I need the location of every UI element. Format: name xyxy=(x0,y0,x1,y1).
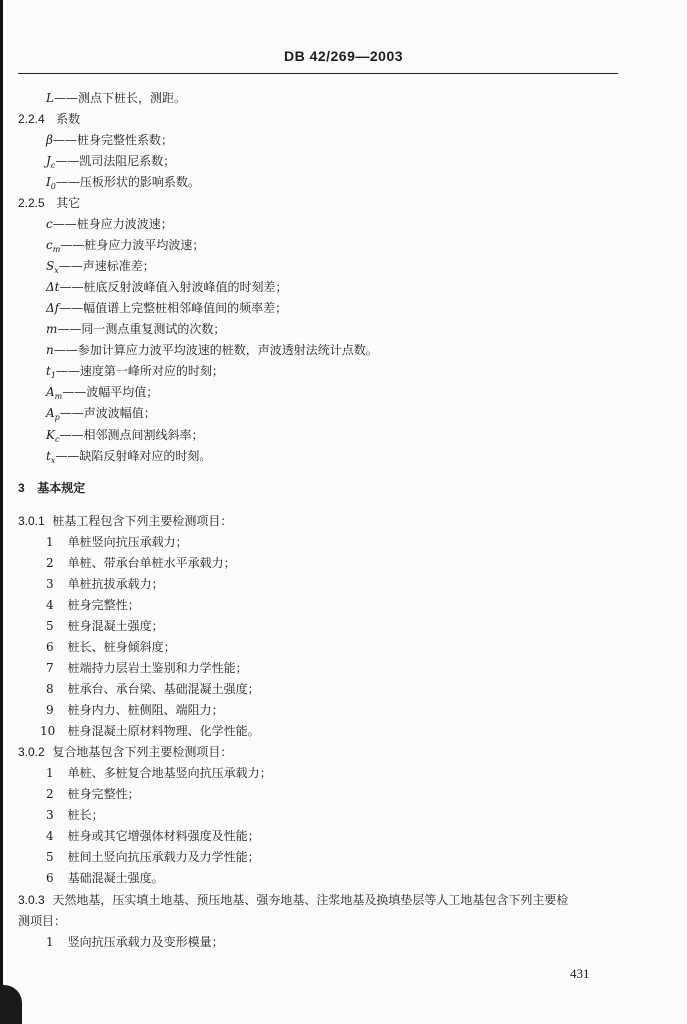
term-dash: —— xyxy=(62,385,87,399)
item-number: 1 xyxy=(46,535,54,549)
item-number: 3 xyxy=(46,577,54,591)
list-item xyxy=(46,765,272,781)
item-number: 5 xyxy=(46,850,54,864)
item-number: 10 xyxy=(40,724,56,738)
list-item xyxy=(46,660,248,676)
list-item xyxy=(46,639,176,655)
term-dash: —— xyxy=(55,175,80,189)
item-number: 6 xyxy=(46,640,54,654)
section-title: 其它 xyxy=(56,196,81,210)
clause-text-line-1: 天然地基，压实填土地基、预压地基、强夯地基、注浆地基及换填垫层等人工地基包含下列主要检 xyxy=(52,893,569,907)
term-subscript: x xyxy=(50,456,56,465)
term-subscript: x xyxy=(54,266,59,275)
term-dash: —— xyxy=(55,154,80,168)
clause-text-line-2: 测项目： xyxy=(18,914,67,928)
clause-number: 3.0.3 xyxy=(18,893,45,907)
term-symbol: c xyxy=(46,217,53,231)
term-subscript: p xyxy=(54,413,60,422)
list-item xyxy=(46,849,260,865)
term-symbol: m xyxy=(46,322,58,336)
clause-3-0-1 xyxy=(18,513,232,529)
term-Ap xyxy=(46,405,156,423)
term-Kc xyxy=(46,427,203,445)
item-number: 2 xyxy=(46,556,54,570)
item-text: 单桩竖向抗压承载力； xyxy=(67,535,188,549)
term-symbol: t xyxy=(46,364,51,378)
term-desc: 缺陷反射峰对应的时刻。 xyxy=(79,449,212,463)
item-number: 6 xyxy=(46,871,54,885)
term-symbol: Δt xyxy=(46,280,60,294)
term-symbol: c xyxy=(46,238,53,252)
item-text: 竖向抗压承载力及变形模量； xyxy=(67,935,224,949)
term-desc: 参加计算应力波平均波速的桩数，声波透射法统计点数。 xyxy=(77,343,378,357)
list-item xyxy=(46,828,260,844)
term-symbol: n xyxy=(46,343,54,357)
term-symbol: I xyxy=(46,175,51,189)
list-item xyxy=(46,702,224,718)
item-text: 桩身完整性； xyxy=(67,787,140,801)
term-Am xyxy=(46,384,158,402)
list-item xyxy=(46,576,164,592)
item-text: 桩端持力层岩土鉴别和力学性能； xyxy=(67,661,248,675)
term-dash: —— xyxy=(55,364,80,378)
item-number: 8 xyxy=(46,682,54,696)
item-number: 5 xyxy=(46,619,54,633)
list-item xyxy=(46,618,164,634)
term-dash: —— xyxy=(53,343,78,357)
term-symbol: A xyxy=(46,385,55,399)
term-L xyxy=(46,90,186,106)
item-number: 4 xyxy=(46,598,54,612)
clause-title: 桩基工程包含下列主要检测项目： xyxy=(52,514,233,528)
list-item xyxy=(46,870,164,886)
scan-edge-shadow xyxy=(0,0,3,1024)
item-text: 单桩抗拔承载力； xyxy=(67,577,164,591)
section-number: 2.2.5 xyxy=(18,196,45,210)
item-text: 桩承台、承台梁、基础混凝土强度； xyxy=(67,682,260,696)
item-number: 3 xyxy=(46,808,54,822)
list-item xyxy=(46,786,140,802)
clause-title: 复合地基包含下列主要检测项目： xyxy=(52,745,233,759)
list-item xyxy=(46,681,260,697)
term-symbol: S xyxy=(46,259,55,273)
term-Sx xyxy=(46,258,155,276)
chapter-title: 基本规定 xyxy=(37,481,86,495)
page-number: 431 xyxy=(570,966,590,981)
term-n xyxy=(46,342,378,358)
term-symbol: β xyxy=(46,133,53,147)
term-t1 xyxy=(46,363,224,381)
item-number: 4 xyxy=(46,829,54,843)
item-number: 1 xyxy=(46,766,54,780)
item-text: 基础混凝土强度。 xyxy=(67,871,164,885)
term-desc: 相邻测点间割线斜率； xyxy=(83,428,204,442)
term-dash: —— xyxy=(57,322,82,336)
term-symbol: A xyxy=(46,406,55,420)
section-2-2-4-heading xyxy=(18,111,80,127)
term-symbol: K xyxy=(46,428,55,442)
item-number: 2 xyxy=(46,787,54,801)
section-title: 系数 xyxy=(56,112,81,126)
term-desc: 桩身应力波平均波速； xyxy=(84,238,205,252)
term-delta-t xyxy=(46,279,288,295)
item-text: 单桩、多桩复合地基竖向抗压承载力； xyxy=(67,766,272,780)
item-number: 7 xyxy=(46,661,54,675)
term-symbol: Δf xyxy=(46,301,60,315)
term-desc: 凯司法阻尼系数； xyxy=(79,154,176,168)
term-desc: 速度第一峰所对应的时刻； xyxy=(79,364,224,378)
term-subscript: c xyxy=(54,435,60,444)
term-beta xyxy=(46,132,173,148)
list-item xyxy=(46,807,104,823)
item-text: 桩身完整性； xyxy=(67,598,140,612)
item-text: 桩长、桩身倾斜度； xyxy=(67,640,176,654)
term-m xyxy=(46,321,225,337)
term-desc: 声速标准差； xyxy=(82,259,155,273)
term-desc: 桩底反射波峰值入射波峰值的时刻差； xyxy=(83,280,288,294)
chapter-number: 3 xyxy=(18,481,25,495)
term-symbol: L xyxy=(46,91,54,105)
term-cm xyxy=(46,237,204,255)
item-number: 9 xyxy=(46,703,54,717)
item-text: 单桩、带承台单桩水平承载力； xyxy=(67,556,236,570)
list-item xyxy=(46,934,224,950)
term-desc: 同一测点重复测试的次数； xyxy=(81,322,226,336)
item-text: 桩身混凝土强度； xyxy=(67,619,164,633)
item-number: 1 xyxy=(46,935,54,949)
term-dash: —— xyxy=(55,449,80,463)
term-I0 xyxy=(46,174,200,192)
clause-3-0-2 xyxy=(18,744,232,760)
term-symbol: t xyxy=(46,449,51,463)
clause-number: 3.0.1 xyxy=(18,514,45,528)
term-dash: —— xyxy=(59,280,84,294)
clause-3-0-3-continuation xyxy=(18,913,66,929)
term-subscript: c xyxy=(50,161,56,170)
list-item xyxy=(40,723,260,739)
term-desc: 波幅平均值； xyxy=(86,385,159,399)
term-desc: 桩身应力波波速； xyxy=(76,217,173,231)
term-subscript: 0 xyxy=(50,182,56,191)
clause-number: 3.0.2 xyxy=(18,745,45,759)
scan-corner-shadow xyxy=(0,985,22,1024)
list-item xyxy=(46,597,140,613)
term-desc: 桩身完整性系数； xyxy=(76,133,173,147)
item-text: 桩身或其它增强体材料强度及性能； xyxy=(67,829,260,843)
term-dash: —— xyxy=(60,238,85,252)
term-symbol: J xyxy=(46,154,51,168)
term-dash: —— xyxy=(59,406,84,420)
term-delta-f xyxy=(46,300,287,316)
term-c xyxy=(46,216,173,232)
clause-3-0-3 xyxy=(18,892,568,908)
term-desc: 声波波幅值； xyxy=(83,406,156,420)
term-subscript: m xyxy=(52,245,61,254)
term-tx xyxy=(46,448,211,466)
header-rule xyxy=(18,73,618,74)
term-dash: —— xyxy=(58,259,83,273)
item-text: 桩长； xyxy=(67,808,104,822)
term-desc: 测点下桩长，测距。 xyxy=(77,91,186,105)
term-Jc xyxy=(46,153,175,171)
standard-code-header: DB 42/269—2003 xyxy=(283,48,404,64)
item-text: 桩身内力、桩侧阻、端阻力； xyxy=(67,703,224,717)
term-dash: —— xyxy=(59,301,84,315)
section-2-2-5-heading xyxy=(18,195,80,211)
item-text: 桩身混凝土原材料物理、化学性能。 xyxy=(67,724,260,738)
term-desc: 幅值谱上完整桩相邻峰值间的频率差； xyxy=(83,301,288,315)
term-desc: 压板形状的影响系数。 xyxy=(79,175,200,189)
term-dash: —— xyxy=(52,217,77,231)
term-subscript: m xyxy=(54,392,63,401)
term-subscript: 1 xyxy=(50,371,56,380)
chapter-3-heading xyxy=(18,480,85,496)
list-item xyxy=(46,534,188,550)
term-dash: —— xyxy=(59,428,84,442)
list-item xyxy=(46,555,236,571)
term-dash: —— xyxy=(52,133,77,147)
item-text: 桩间土竖向抗压承载力及力学性能； xyxy=(67,850,260,864)
section-number: 2.2.4 xyxy=(18,112,45,126)
term-dash: —— xyxy=(53,91,78,105)
